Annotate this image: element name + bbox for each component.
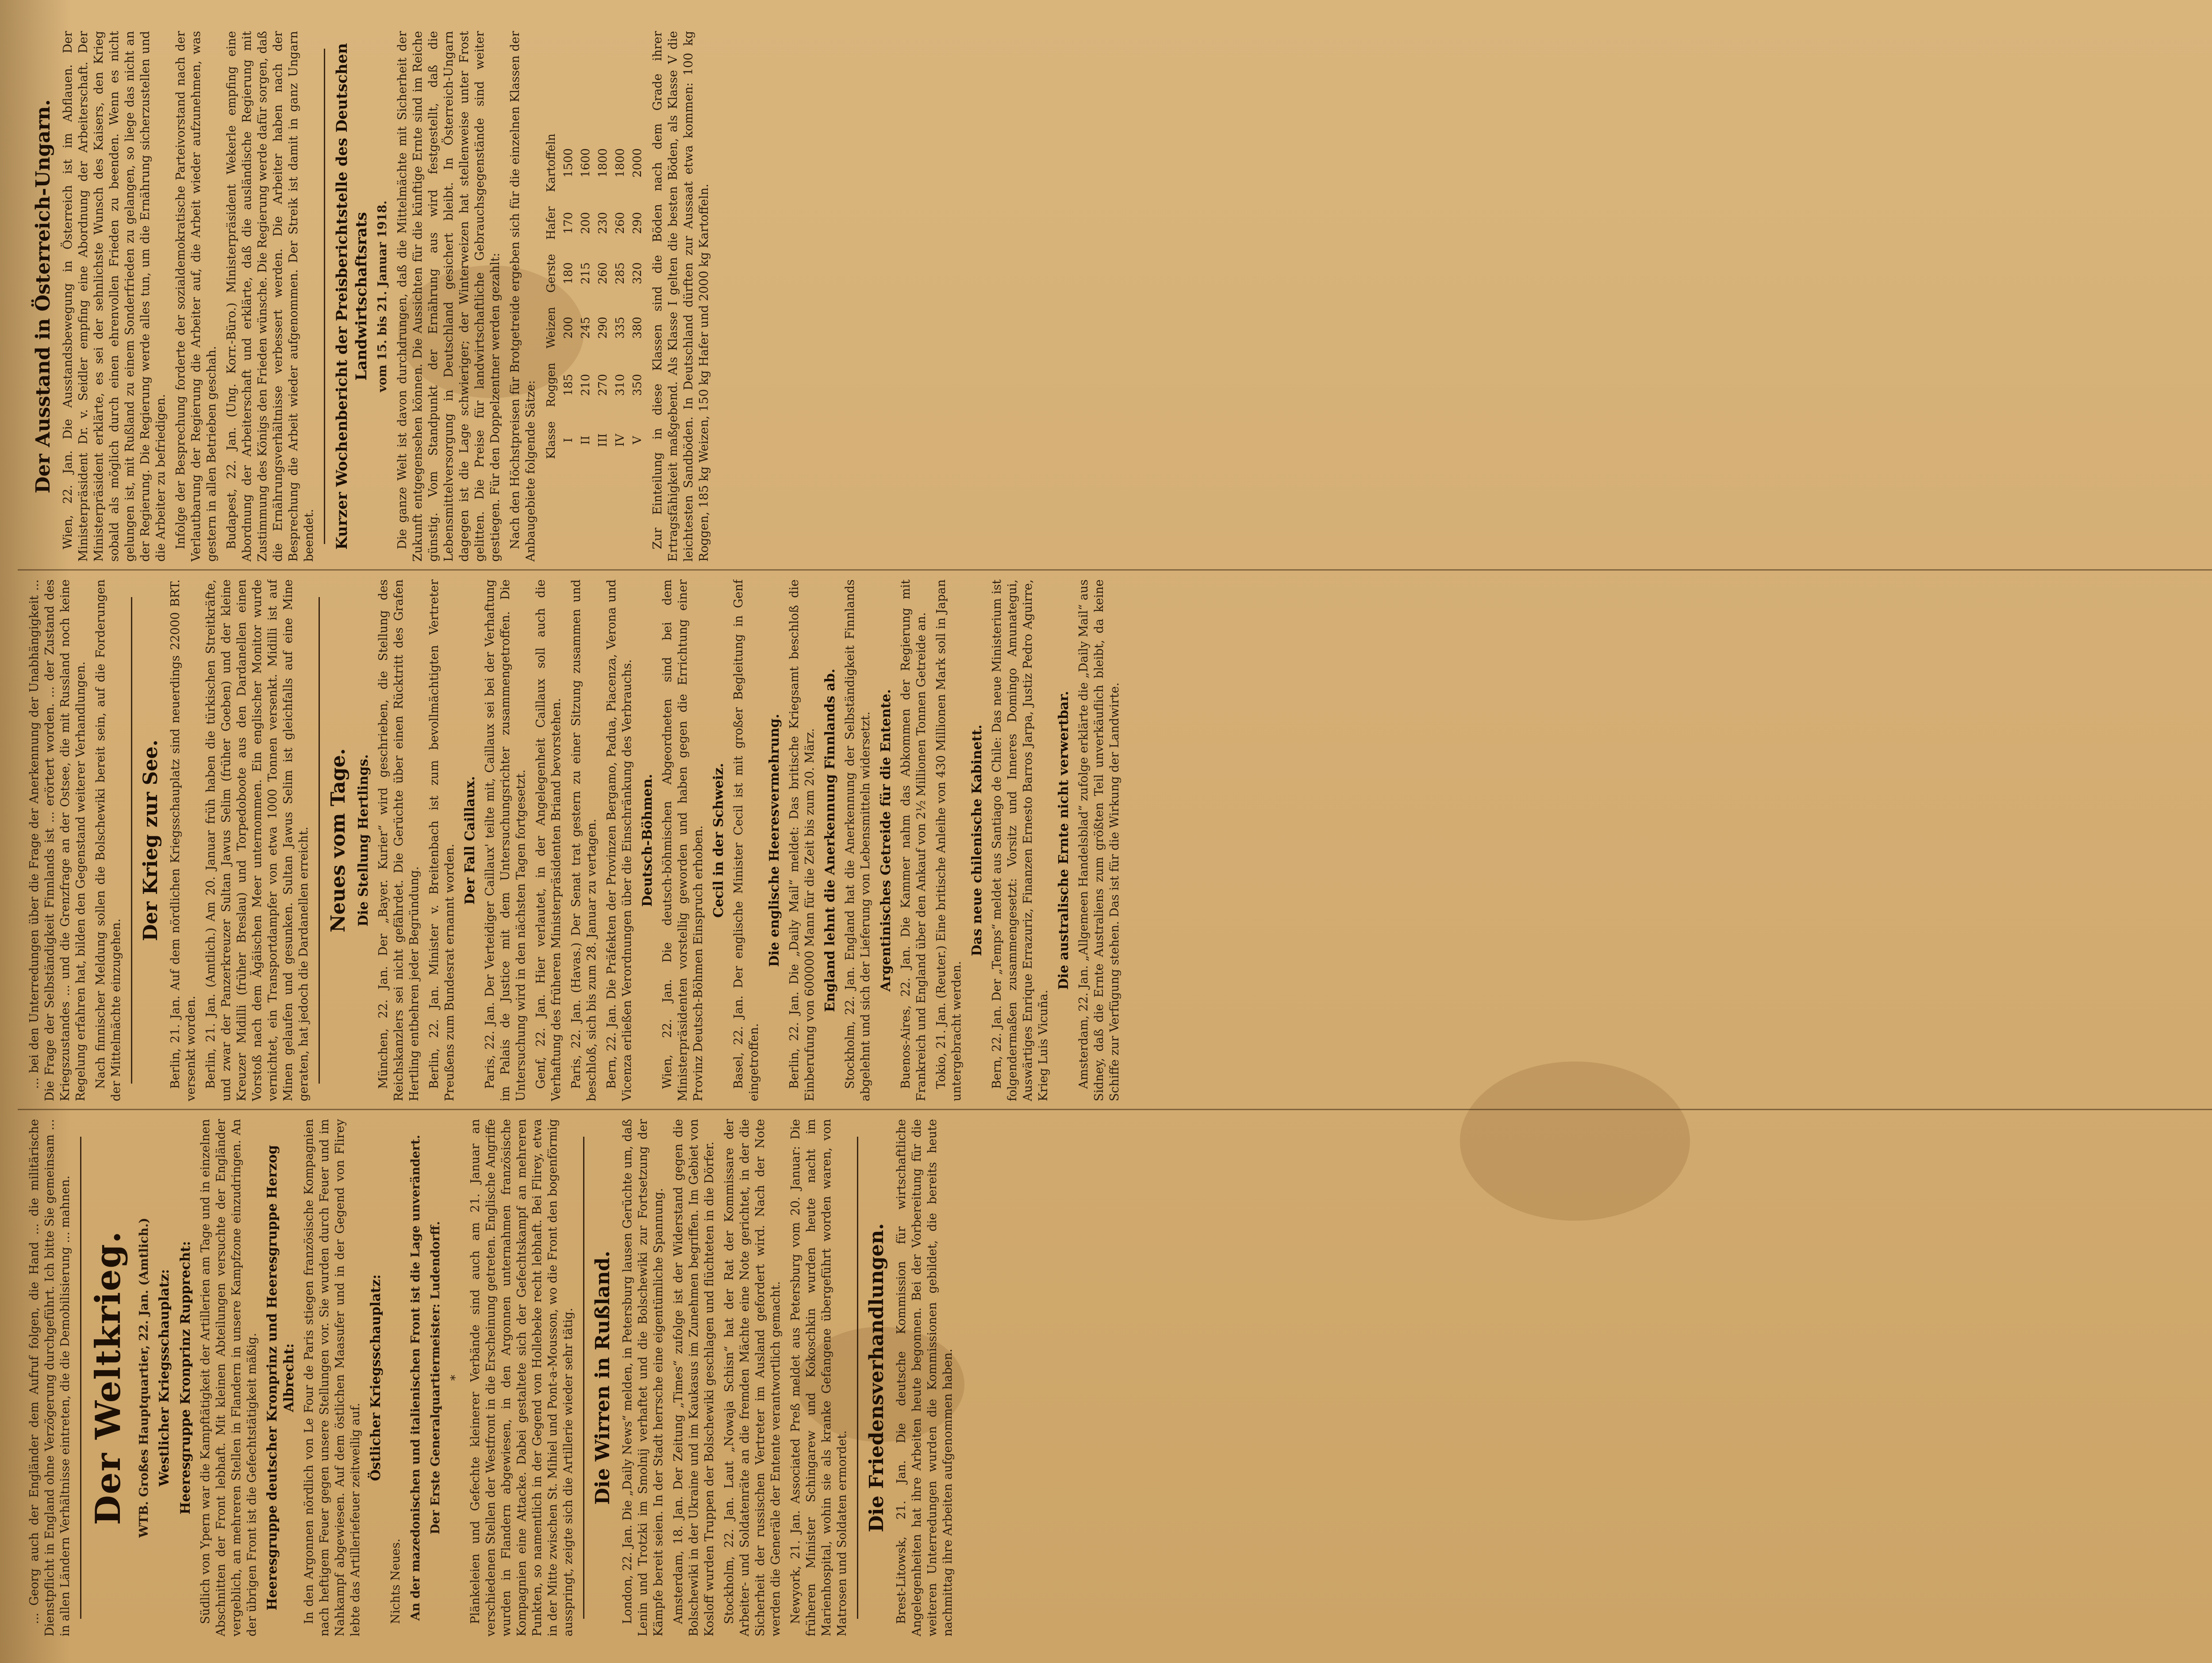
table-row [629,126,646,466]
divider [80,1137,81,1619]
table-header: Gerste [545,254,558,293]
article-paragraph: Berlin, 21. Jan. Auf dem nördlichen Kriegsschauplatz sind neuerdings 22000 BRT. versenkt worden. [169,579,198,1101]
table-cell: I [562,438,575,443]
article-paragraph: An der mazedonischen und italienischen Front ist die Lage unverändert. [409,1134,422,1621]
article-paragraph: Wien, 22. Jan. Die deutsch-böhmischen Abgeordneten sind bei dem Ministerpräsidenten vorstellig geworden und haben gegen die Errichtung einer Provinz Deutsch-Böhmen Einspruch erhoben. [661,579,705,1101]
article-paragraph: Amsterdam, 18. Jan. Der Zeitung „Times“ zufolge ist der Widerstand gegen die Bolschewiki in der Ukraine und im Kaukasus im Zunehmen begriffen. Im Gebiet von Kosloff wurden Truppen der Bolschewiki geschlagen und flüchteten in die Dörfer. [672,1119,716,1636]
asterisk-separator: * [449,1375,462,1381]
column-divider [18,1109,2212,1110]
divider [131,597,132,1084]
article-paragraph: Berlin, 22. Jan. Die „Daily Mail“ meldet: Das britische Kriegsamt beschloß die Einberufung von 600000 Mann für die Zeit bis zum 20. März. [787,579,817,1101]
table-cell: 210 [579,374,592,396]
table-cell: 215 [579,262,592,284]
headline-wochenbericht: Kurzer Wochenbericht der Preisberichtstelle des Deutschen Landwirtschaftsrats [333,43,370,550]
table-cell: 1800 [614,148,627,178]
article-paragraph: Zur Einteilung in diese Klassen sind die Böden nach dem Grade ihrer Ertragsfähigkeit maßgebend. Als Klasse I gelten die besten Böden, als Klasse V die leichtesten Sandböden. In Deutschland dürften zur Aussaat etwa kommen: 100 kg Roggen, 185 kg Weizen, 150 kg Hafer und 2000 kg Kartoffeln. [651,31,711,562]
article-paragraph: München, 22. Jan. Der „Bayer. Kurier“ wird geschrieben, die Stellung des Reichskanzlers sei nicht gefährdet. Die Gerüchte über einen Rücktritt des Grafen Hertling entbehren jeder Begründung. [376,579,421,1101]
table-cell: 1600 [579,148,592,178]
article-paragraph: Südlich von Ypern war die Kampftätigkeit der Artillerien am Tage und in einzelnen Abschnitten der Front lebhaft. Mit kleinen Abteilungen versuchte der Engländer vergeblich, an mehreren Stellen in Flandern in unsere Kampfzone einzudringen. An der übrigen Front ist die Gefechtstätigkeit mäßig. [199,1119,259,1636]
article-paragraph: Tokio, 21. Jan. (Reuter.) Eine britische Anleihe von 430 Millionen Mark soll in Japan untergebracht werden. [934,579,964,1101]
table-cell: 260 [614,212,627,234]
subheading: Deutsch-Böhmen. [640,774,655,907]
article-paragraph: Nichts Neues. [389,1538,403,1624]
column-3 [27,31,2199,562]
table-row [577,126,595,466]
divider [324,49,325,544]
article-paragraph: Die ganze Welt ist davon durchdrungen, daß die Mittelmächte mit Sicherheit der Zukunft entgegensehen können. Die Aussichten für die künftige Ernte sind im Reiche günstig. Vom Standpunkt der Ernährung aus wird festgestellt, daß die Lebensmittelversorgung in Deutschland gesichert bleibt. In Österreich-Ungarn dagegen ist die Lage schwieriger; der Winterweizen hat stellenweise unter Frost gelitten. Die Preise für landwirtschaftliche Gebrauchsgegenstände sind weiter gestiegen. Für den Doppelzentner werden gezahlt: [396,31,502,562]
column-2 [27,579,2199,1101]
divider [857,1137,858,1619]
article-paragraph: In den Argonnen nördlich von Le Four de Paris stiegen französische Kompagnien nach heftigem Feuer gegen unsere Stellungen vor. Sie wurden durch Feuer und im Nahkampf abgewiesen. Auf dem östlichen Maasufer und in der Gegend von Flirey lebte das Artilleriefeuer zeitweilig auf. [302,1119,362,1636]
table-header: Roggen [545,362,558,407]
table-cell: IV [614,433,627,447]
table-cell: 285 [614,262,627,284]
subheading-army-group-rupprecht: Heeresgruppe Kronprinz Rupprecht: [178,1241,193,1515]
article-paragraph: Genf, 22. Jan. Hier verlautet, in der Angelegenheit Caillaux soll auch die Verhaftung des früheren Ministerpräsidenten Briand bevorstehen. [534,579,563,1101]
subheading-eastern-front: Östlicher Kriegsschauplatz: [368,1274,384,1481]
table-cell: 2000 [631,148,644,178]
column-1 [27,1119,2199,1636]
table-cell: 180 [562,262,575,284]
headline-wirren-russland: Die Wirren in Rußland. [591,1250,614,1505]
article-paragraph: Bern, 22. Jan. Der „Temps“ meldet aus Santiago de Chile: Das neue Ministerium ist folgendermaßen zusammengesetzt: Vorsitz und Inneres Domingo Amunategui, Auswärtiges Enrique Errazuriz, Finanzen Ernesto Barros Jarpa, Justiz Pedro Aguirre, Krieg Luis Vicuña. [990,579,1050,1101]
dateline: WTB. Großes Hauptquartier, 22. Jan. (Amtlich.) [137,1218,151,1538]
subheading: Das neue chilenische Kabinett. [969,724,985,956]
table-row [595,126,612,466]
article-paragraph: Berlin, 21. Jan. (Amtlich.) Am 20. Januar früh haben die türkischen Streitkräfte, und zwar der Panzerkreuzer Sultan Jawus Selim (früher Goeben) und der kleine Kreuzer Midilli (früher Breslau) und Torpedoboote aus den Dardanellen einen Vorstoß nach dem Ägäischen Meer unternommen. Ein englischer Monitor wurde vernichtet, ein Transportdampfer von etwa 1000 Tonnen versenkt. Midilli ist auf Minen gelaufen und gesunken. Sultan Jawus Selim ist gleichfalls auf eine Mine geraten, hat jedoch die Dardanellen erreicht. [204,579,311,1101]
article-paragraph: Stockholm, 22. Jan. Laut „Nowaja Schisn“ hat der Rat der Kommissare der Arbeiter- und Soldatenräte an die fremden Mächte eine Note gerichtet, in der die Sicherheit der russischen Vertreter im Ausland gefordert wird. Nach der Note werden die Generäle der Entente verantwortlich gemacht. [722,1119,783,1636]
article-paragraph: Plänkeleien und Gefechte kleinerer Verbände sind auch am 21. Januar an verschiedenen Stellen der Westfront in die Erscheinung getreten. Englische Angriffe wurden in Flandern abgewiesen, in den Argonnen unternahmen französische Kompagnien eine Attacke. Dabei gestaltete sich der Gefechtskampf an mehreren Punkten, so namentlich in der Gegend von Hollebeke recht lebhaft. Bei Flirey, etwa in der Mitte zwischen St. Mihiel und Pont-a-Mousson, wo die Front den bogenförmig ausspringt, zeigte sich die Artillerie wieder sehr tätig. [469,1119,575,1636]
signature-line: Der Erste Generalquartiermeister: Ludendorff. [429,1221,442,1535]
table-cell: 350 [631,374,644,396]
table-cell: 335 [614,317,627,339]
price-table [543,126,646,466]
article-paragraph: Basel, 22. Jan. Der englische Minister Cecil ist mit großer Begleitung in Genf eingetroffen. [732,579,761,1101]
subheading-army-group-kronprinz: Heeresgruppe deutscher Kronprinz und Heeresgruppe Herzog Albrecht: [265,1145,297,1611]
article-paragraph: Stockholm, 22. Jan. England hat die Anerkennung der Selbständigkeit Finnlands abgelehnt und sich der Lieferung von Lebensmitteln widersetzt. [843,579,872,1101]
table-header: Klasse [545,421,558,459]
headline-weltkrieg: Der Weltkrieg. [88,1230,128,1525]
subheading: Die englische Heeresvermehrung. [767,713,782,967]
table-header: Weizen [545,307,558,349]
table-cell: 310 [614,374,627,396]
headline-friedensverhandlungen: Die Friedensverhandlungen. [865,1223,888,1533]
subheading: England lehnt die Anerkennung Finnlands ab. [822,668,838,1012]
article-paragraph: Infolge der Besprechung forderte der sozialdemokratische Parteivorstand nach der Verlautbarung der Regierung die Arbeiter auf, die Arbeit wieder aufzunehmen, was gestern in allen Betrieben geschah. [174,31,219,562]
article-paragraph: Brest-Litowsk, 21. Jan. Die deutsche Kommission für wirtschaftliche Angelegenheiten hat ihre Arbeiten heute begonnen. Bei der Vorbereitung für die weiteren Unterredungen wurden die Kommissionen gebildet, die bereits heute nachmittag ihre Arbeiten aufgenommen haben. [895,1119,955,1636]
headline-neues-vom-tage: Neues vom Tage. [327,748,349,933]
column-divider [18,569,2212,571]
article-paragraph: London, 22. Jan. Die „Daily News“ melden, in Petersburg lausen Gerüchte um, daß Lenin und Trotzki im Smolnij verhaftet und die Bolschewiki zur Fortsetzung der Kämpfe bereit seien. In der Stadt herrsche eine eigentümliche Spannung. [621,1119,665,1636]
table-header: Kartoffeln [545,134,558,192]
article-paragraph: Nach finnischer Meldung sollen die Bolschewiki bereit sein, auf die Forderungen der Mittelmächte einzugehen. [94,579,123,1101]
table-row [560,126,577,466]
article-paragraph: Bern, 22. Jan. Die Präfekten der Provinzen Bergamo, Padua, Piacenza, Verona und Vicenza erließen Verordnungen über die Einschränkung des Verbrauchs. [605,579,634,1101]
table-cell: 290 [631,212,644,234]
table-cell: 320 [631,262,644,284]
table-row [612,126,629,466]
table-cell: 200 [579,212,592,234]
article-paragraph: Buenos-Aires, 22. Jan. Die Kammer nahm das Abkommen der Regierung mit Frankreich und England über den Ankauf von 2½ Millionen Tonnen Getreide an. [899,579,928,1101]
subheading: Die australische Ernte nicht verwertbar. [1056,691,1071,990]
table-cell: 270 [596,374,610,396]
subheading: Cecil in der Schweiz. [711,763,726,918]
dateline: vom 15. bis 21. Januar 1918. [376,200,389,392]
article-paragraph: Paris, 22. Jan. (Havas.) Der Senat trat gestern zu einer Sitzung zusammen und beschloß, sich bis zum 28. Januar zu vertagen. [569,579,599,1101]
table-cell: 170 [562,212,575,234]
article-paragraph: Amsterdam, 22. Jan. „Allgemeen Handelsblad“ zufolge erklärte die „Daily Mail“ aus Sidney, daß die Ernte Australiens zum größten Teil unverkäuflich bleibt, da keine Schiffe zur Verfügung stehen. Das ist für die Wirkung der Landwirte. [1077,579,1121,1101]
table-cell: 380 [631,317,644,339]
table-cell: 1800 [596,148,610,178]
table-header-row [543,126,560,466]
table-header: Hafer [545,206,558,240]
article-paragraph: Berlin, 22. Jan. Minister v. Breitenbach ist zum bevollmächtigten Vertreter Preußens zum Bundesrat ernannt worden. [427,579,457,1101]
headline-ausstand-oesterreich: Der Ausstand in Österreich-Ungarn. [32,99,54,494]
article-paragraph: Paris, 22. Jan. Der Verteidiger Caillaux' teilte mit, Caillaux sei bei der Verhaftung im Palais de Justice mit dem Untersuchungsrichter zusammengetroffen. Die Untersuchung wird in den nächsten Tagen fortgesetzt. [483,579,528,1101]
column-2-intro: ... bei den Unterredungen über die Frage der Anerkennung der Unabhängigkeit ... Die Frage der Selbständigkeit Finnlands ist ... erörtert worden. ... der Zustand des Kriegszustandes ... und die Grenzfrage an der Ostsee, die mit Russland noch keine Regelung erfahren hat, bilden den Gegenstand weiterer Verhandlungen. [27,579,88,1101]
table-cell: 260 [596,262,610,284]
headline-krieg-zur-see: Der Krieg zur See. [139,740,162,941]
column-1-intro: ... Georg auch der Engländer dem Aufruf folgen, die Hand ... die militärische Dienstpflicht in England ohne Verzögerung durchgeführt. Ich bitte Sie gemeinsam ... in allen Ländern Verhältnisse eintreten, die die Demobilisierung ... mahnen. [27,1119,72,1636]
table-cell: 200 [562,317,575,339]
table-cell: 245 [579,317,592,339]
table-cell: 230 [596,212,610,234]
table-cell: 185 [562,374,575,396]
divider [319,597,320,1084]
subheading-western-front: Westlicher Kriegsschauplatz: [157,1269,172,1487]
table-cell: II [579,436,592,445]
article-paragraph: Wien, 22. Jan. Die Ausstandsbewegung in Österreich ist im Abflauen. Der Ministerpräsident Dr. v. Seidler empfing eine Abordnung der Arbeiterschaft. Der Ministerpräsident erklärte, es sei der sehnlichste Wunsch des Kaisers, den Krieg sobald als möglich durch einen ehrenvollen Frieden zu beenden. Wenn es nicht gelungen ist, mit Rußland zu einem Sonderfrieden zu gelangen, so liege das nicht an der Regierung. Die Regierung werde alles tun, um die Ernährung sicherzustellen und die Arbeiter zu befriedigen. [61,31,168,562]
article-paragraph: Budapest, 22. Jan. (Ung. Korr.-Büro.) Ministerpräsident Wekerle empfing eine Abordnung der Arbeiterschaft und erklärte, daß die ausländische Regierung mit Zustimmung des Königs den Frieden wünsche. Die Regierung werde dafür sorgen, daß die Ernährungsverhältnisse verbessert werden. Die Arbeiter haben nach der Besprechung die Arbeit wieder aufgenommen. Der Streik ist damit in ganz Ungarn beendet. [225,31,316,562]
table-cell: 1500 [562,148,575,178]
subheading: Der Fall Caillaux. [462,776,478,905]
subheading: Argentinisches Getreide für die Entente. [878,689,894,992]
article-paragraph: Nach den Höchstpreisen für Brotgetreide ergeben sich für die einzelnen Klassen der Anbaugebiete folgende Sätze: [508,31,538,562]
article-paragraph: Newyork, 21. Jan. Associated Preß meldet aus Petersburg vom 20. Januar: Die früheren Minister Schingarew und Kokoschkin wurden heute nacht im Marienhospital, wohin sie als kranke Gefangene übergeführt worden waren, von Matrosen und Soldaten ermordet. [789,1119,849,1636]
subheading: Die Stellung Hertlings. [356,754,371,927]
table-cell: V [631,436,644,444]
table-cell: III [596,433,610,447]
divider [583,1137,584,1619]
table-cell: 290 [596,317,610,339]
